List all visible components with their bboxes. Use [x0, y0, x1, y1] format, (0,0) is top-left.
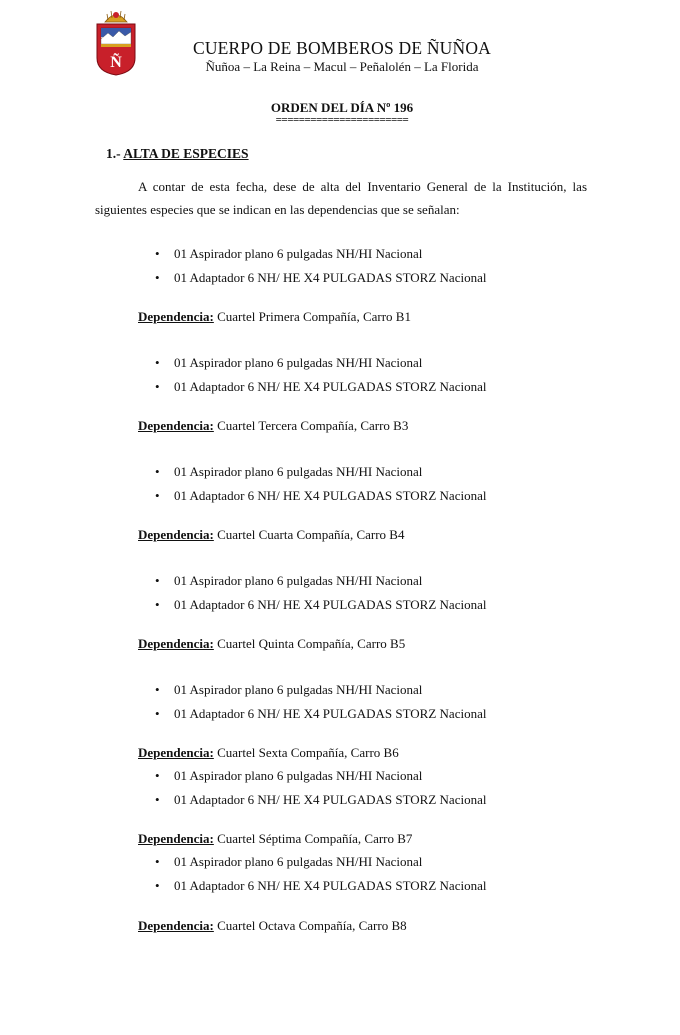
bullet-icon: • — [155, 682, 160, 697]
list-item: • 01 Aspirador plano 6 pulgadas NH/HI Nacional — [0, 460, 680, 484]
bullet-icon: • — [155, 573, 160, 588]
bullet-icon: • — [155, 597, 160, 612]
bullet-icon: • — [155, 355, 160, 370]
dependency-line — [138, 918, 407, 934]
dependency-value: Cuartel Séptima Compañía, Carro B7 — [217, 831, 413, 846]
bullet-icon: • — [155, 379, 160, 394]
section-title: ALTA DE ESPECIES — [123, 146, 249, 161]
list-item: • 01 Aspirador plano 6 pulgadas NH/HI Nacional — [0, 850, 680, 874]
list-item: • 01 Adaptador 6 NH/ HE X4 PULGADAS STORZ Nacional — [0, 484, 680, 508]
list-item: • 01 Adaptador 6 NH/ HE X4 PULGADAS STORZ Nacional — [0, 266, 680, 290]
bullet-icon: • — [155, 246, 160, 261]
bullet-icon: • — [155, 792, 160, 807]
section-heading — [106, 146, 249, 162]
order-title: ORDEN DEL DÍA Nº 196 — [270, 100, 414, 115]
dependency-line — [138, 745, 399, 761]
bullet-icon: • — [155, 768, 160, 783]
bullet-icon: • — [155, 878, 160, 893]
dependency-value: Cuartel Sexta Compañía, Carro B6 — [217, 745, 399, 760]
dependency-label: Dependencia: — [138, 831, 214, 846]
bullet-icon: • — [155, 270, 160, 285]
list-item: • 01 Adaptador 6 NH/ HE X4 PULGADAS STORZ Nacional — [0, 702, 680, 726]
list-item: • 01 Aspirador plano 6 pulgadas NH/HI Nacional — [0, 678, 680, 702]
dependency-label: Dependencia: — [138, 418, 214, 433]
species-list — [0, 242, 680, 290]
bullet-icon: • — [155, 706, 160, 721]
dependency-value: Cuartel Octava Compañía, Carro B8 — [217, 918, 407, 933]
dependency-line — [138, 831, 412, 847]
section-number: 1.- — [106, 146, 121, 161]
dependency-line — [138, 636, 405, 652]
organization-name: CUERPO DE BOMBEROS DE ÑUÑOA — [192, 38, 492, 58]
species-list — [0, 764, 680, 812]
species-list — [0, 850, 680, 898]
dependency-label: Dependencia: — [138, 527, 214, 542]
list-item: • 01 Adaptador 6 NH/ HE X4 PULGADAS STORZ Nacional — [0, 593, 680, 617]
bullet-icon: • — [155, 854, 160, 869]
dependency-value: Cuartel Cuarta Compañía, Carro B4 — [217, 527, 405, 542]
dependency-line — [138, 418, 408, 434]
intro-paragraph: A contar de esta fecha, dese de alta del Inventario General de la Institución, las siguientes especies que se indican en las dependencias que se señalan: — [95, 179, 587, 217]
dependency-label: Dependencia: — [138, 745, 214, 760]
species-list — [0, 678, 680, 726]
dependency-value: Cuartel Tercera Compañía, Carro B3 — [217, 418, 409, 433]
dependency-line — [138, 309, 411, 325]
species-list — [0, 351, 680, 399]
crest-letter: Ñ — [110, 54, 122, 71]
fire-department-crest-icon — [95, 8, 137, 76]
list-item: • 01 Adaptador 6 NH/ HE X4 PULGADAS STORZ Nacional — [0, 788, 680, 812]
bullet-icon: • — [155, 488, 160, 503]
list-item: • 01 Aspirador plano 6 pulgadas NH/HI Nacional — [0, 351, 680, 375]
species-list — [0, 460, 680, 508]
dependency-label: Dependencia: — [138, 918, 214, 933]
dependency-line — [138, 527, 404, 543]
list-item: • 01 Adaptador 6 NH/ HE X4 PULGADAS STORZ Nacional — [0, 874, 680, 898]
bullet-icon: • — [155, 464, 160, 479]
species-list — [0, 569, 680, 617]
list-item: • 01 Aspirador plano 6 pulgadas NH/HI Nacional — [0, 569, 680, 593]
list-item: • 01 Aspirador plano 6 pulgadas NH/HI Nacional — [0, 242, 680, 266]
dependency-value: Cuartel Quinta Compañía, Carro B5 — [217, 636, 406, 651]
dependency-value: Cuartel Primera Compañía, Carro B1 — [217, 309, 411, 324]
order-title-rule: ======================= — [275, 114, 409, 126]
dependency-label: Dependencia: — [138, 309, 214, 324]
communes-line: Ñuñoa – La Reina – Macul – Peñalolén – La Florida — [205, 59, 479, 74]
dependency-label: Dependencia: — [138, 636, 214, 651]
list-item: • 01 Aspirador plano 6 pulgadas NH/HI Nacional — [0, 764, 680, 788]
list-item: • 01 Adaptador 6 NH/ HE X4 PULGADAS STORZ Nacional — [0, 375, 680, 399]
